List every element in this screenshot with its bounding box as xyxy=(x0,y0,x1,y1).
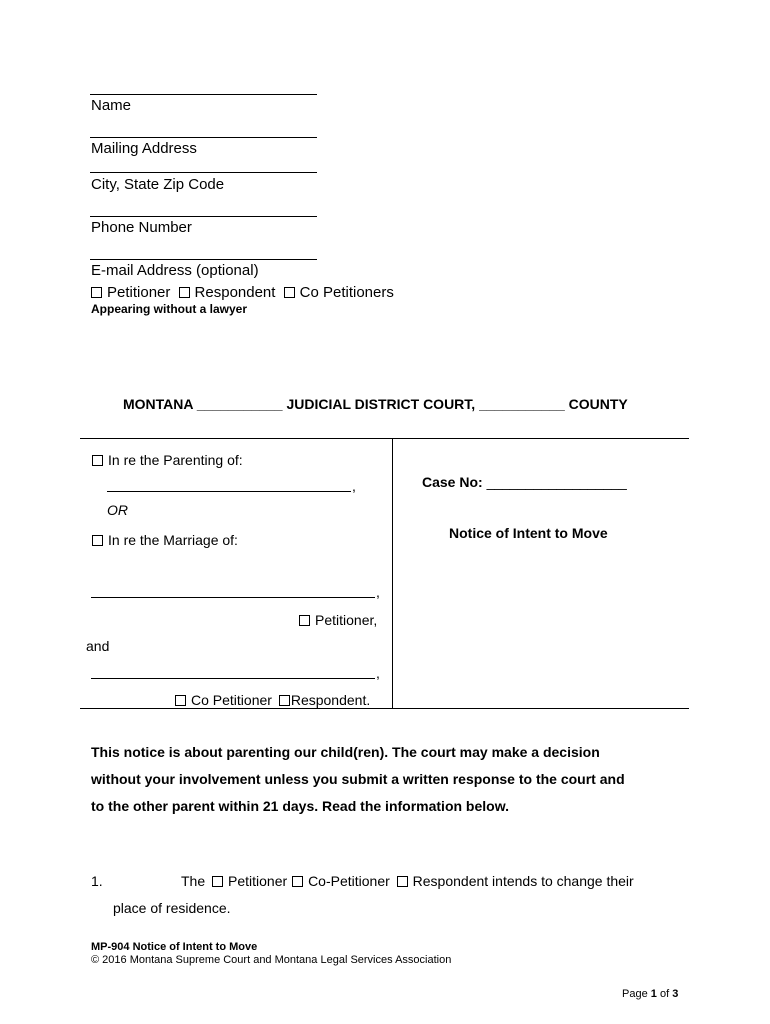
caption-bottom-rule xyxy=(80,708,689,709)
petitioner-role-checkbox[interactable] xyxy=(299,615,310,626)
mailing-line[interactable] xyxy=(90,137,317,138)
case-number xyxy=(422,474,627,490)
co-petitioners-option: Co Petitioners xyxy=(299,284,394,301)
marriage-checkbox[interactable] xyxy=(92,535,103,546)
item-1-number: 1. xyxy=(91,873,103,889)
case-no-field[interactable]: __________________ xyxy=(486,474,627,490)
item-co-petitioner-checkbox[interactable] xyxy=(292,876,303,887)
respondent-role-checkbox[interactable] xyxy=(279,695,290,706)
respondent-role-label: Respondent. xyxy=(290,692,371,708)
case-no-label: Case No: xyxy=(422,474,483,490)
parenting-name-line[interactable] xyxy=(107,491,351,492)
court-heading xyxy=(123,396,628,412)
petitioner-role-label: Petitioner, xyxy=(315,612,378,628)
co-petitioners-checkbox[interactable] xyxy=(284,287,295,298)
caption-divider xyxy=(392,438,393,708)
county-blank[interactable]: ___________ xyxy=(479,396,565,412)
notice-line-2: without your involvement unless you submit a written response to the court and xyxy=(91,771,625,787)
mailing-label: Mailing Address xyxy=(91,140,197,157)
petitioner-checkbox[interactable] xyxy=(91,287,102,298)
page-indicator xyxy=(622,988,678,1000)
item-1-the: The xyxy=(181,873,206,889)
item-petitioner-checkbox[interactable] xyxy=(212,876,223,887)
item-co-petitioner-label: Co-Petitioner xyxy=(308,873,390,889)
phone-line[interactable] xyxy=(90,216,317,217)
name-line[interactable] xyxy=(90,94,317,95)
notice-line-1: This notice is about parenting our child(ren). The court may make a decision xyxy=(91,744,600,760)
district-blank[interactable]: ___________ xyxy=(196,396,283,412)
page-prefix: Page xyxy=(622,988,648,1000)
item-1-text xyxy=(181,873,634,889)
court-county: COUNTY xyxy=(568,396,628,412)
city-line[interactable] xyxy=(90,172,317,173)
name-label: Name xyxy=(91,97,132,114)
page-number: 1 xyxy=(650,988,657,1000)
and-label: and xyxy=(86,638,110,654)
petitioner-option: Petitioner xyxy=(107,284,171,301)
caption-top-rule xyxy=(80,438,689,439)
party1-comma: , xyxy=(376,584,380,600)
party-options xyxy=(91,284,394,301)
item-1-line-2: place of residence. xyxy=(113,900,231,916)
item-petitioner-label: Petitioner xyxy=(228,873,288,889)
parenting-checkbox[interactable] xyxy=(92,455,103,466)
city-label: City, State Zip Code xyxy=(91,176,225,193)
marriage-option xyxy=(92,532,238,548)
party1-name-line[interactable] xyxy=(91,597,375,598)
petitioner-role xyxy=(299,612,377,628)
party2-name-line[interactable] xyxy=(91,678,375,679)
respondent-checkbox[interactable] xyxy=(179,287,190,298)
notice-line-3: to the other parent within 21 days. Read the information below. xyxy=(91,798,509,814)
item-respondent-checkbox[interactable] xyxy=(397,876,408,887)
respondent-option: Respondent xyxy=(194,284,276,301)
page-total: 3 xyxy=(672,988,679,1000)
copyright: © 2016 Montana Supreme Court and Montana Legal Services Association xyxy=(91,954,452,966)
party2-comma: , xyxy=(376,665,380,681)
court-state: MONTANA xyxy=(123,396,193,412)
item-respondent-label: Respondent intends to change their xyxy=(412,873,634,889)
email-line[interactable] xyxy=(90,259,317,260)
court-district: JUDICIAL DISTRICT COURT, xyxy=(286,396,476,412)
co-petitioner-role-checkbox[interactable] xyxy=(175,695,186,706)
parenting-comma: , xyxy=(352,478,356,494)
party2-roles xyxy=(175,692,370,708)
appearing-note: Appearing without a lawyer xyxy=(91,302,248,316)
email-label: E-mail Address (optional) xyxy=(91,262,259,279)
form-id: MP-904 Notice of Intent to Move xyxy=(91,941,258,953)
document-title: Notice of Intent to Move xyxy=(449,525,608,541)
phone-label: Phone Number xyxy=(91,219,192,236)
parenting-label: In re the Parenting of: xyxy=(108,452,243,468)
parenting-option xyxy=(92,452,243,468)
page-of: of xyxy=(659,988,670,1000)
co-petitioner-role-label: Co Petitioner xyxy=(191,692,272,708)
marriage-label: In re the Marriage of: xyxy=(108,532,238,548)
or-label: OR xyxy=(107,502,128,518)
